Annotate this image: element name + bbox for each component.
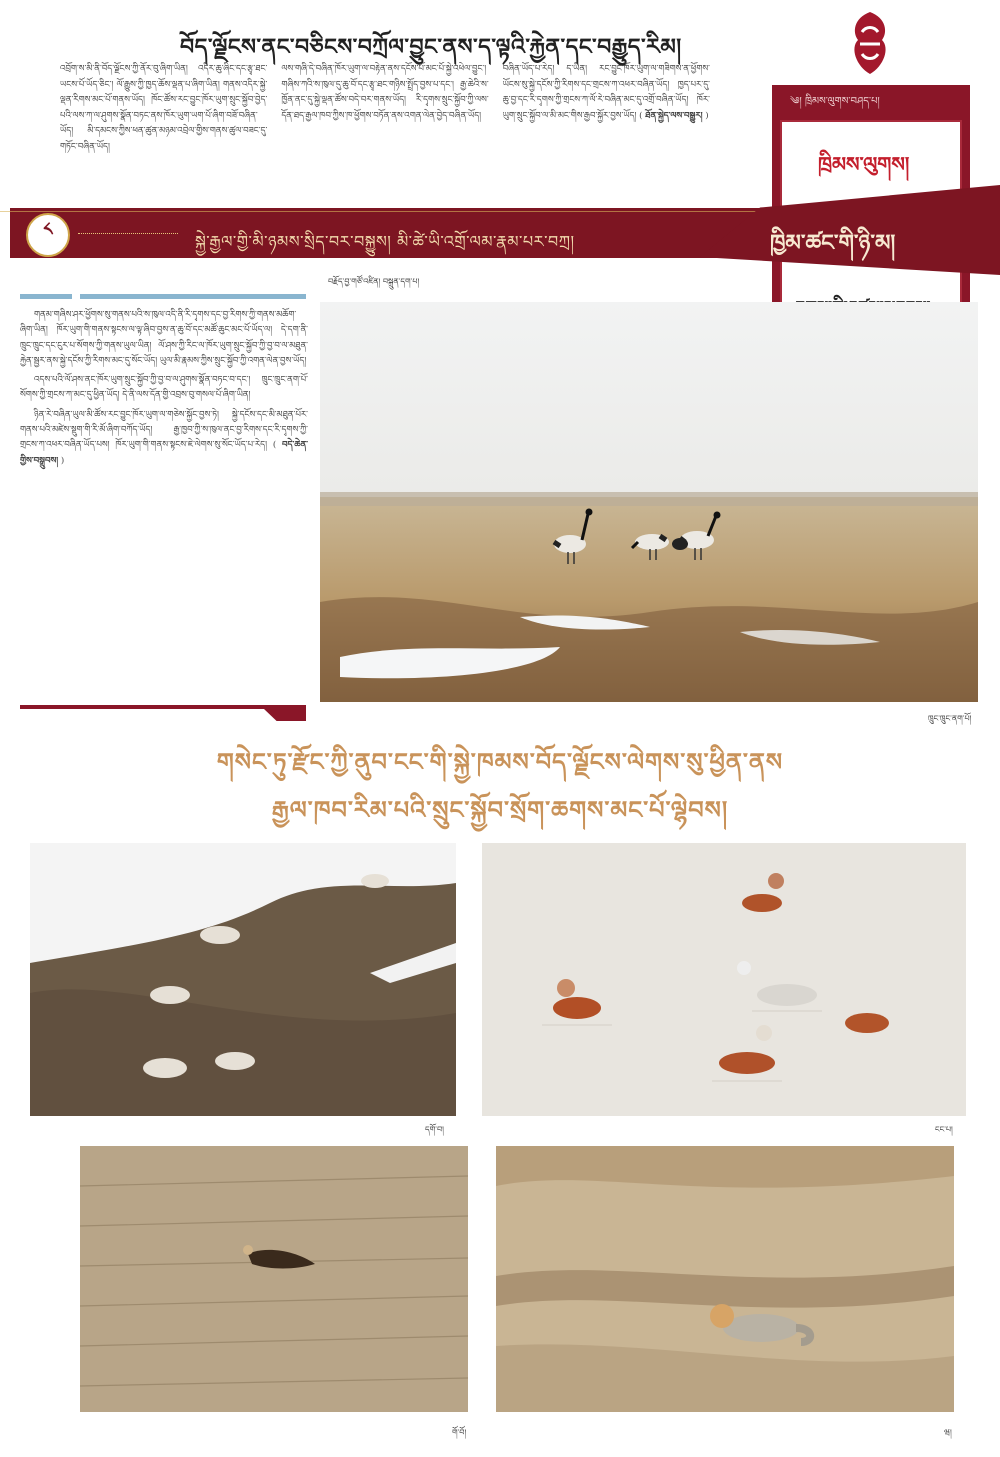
ducks-caption: ངང་པ། [935,1125,953,1134]
photo-vulture [80,1146,468,1412]
top-article-columns [60,62,710,197]
top-article-col-3-text: བཞིན་ཡོད་པ་རེད། ད་ཡིན། རང་བྱུང་ཁོར་ཡུག་ལ་གཟིགས་ན་ཕྱོགས་ཡོངས་སུ་སྐྱེ་དངོས་ཀྱི་རིགས་དང་གྲངས་ཀ་འཕར་བཞིན་ཡོད། ཁྱད་པར་དུ་ཆུ་བྱ་དང་རི་དྭགས་ཀྱི་གྲངས་ཀ་ལོ་རེ་བཞིན་མང་དུ་འགྲོ་བཞིན་ཡོད། ཁོར་ཡུག་སྲུང་སྐྱོབ་ལ་མི་མང་གིས་རྒྱབ་སྐྱོར་བྱས་ཡོད། [502,64,710,121]
photo-ducks [482,843,966,1116]
main-photo-cranes [320,302,978,702]
duck-3 [845,1013,889,1033]
duck-4 [719,1052,775,1074]
feature-headline-line1: གསེང་ཏུ་རྫོང་ཀྱི་ནུབ་ངང་གི་སྐྱེ་ཁམས་བོད་ལྗོངས་ལེགས་སུ་ཕྱིན་ནས [216,747,784,776]
vulture-caption: གོ་བོ། [452,1428,467,1437]
antelope-4 [215,1052,255,1070]
top-article-source: ཐོན་སྐྱེད་ལས་བསྒྱུར། [645,110,703,121]
antelope-caption: དགོ་བ། [425,1125,444,1134]
page-number-badge: ༨ [26,213,70,257]
antelope-3 [143,1058,187,1078]
top-article-col-1: འབྲོག་ས་མི་ནི་བོད་ལྗོངས་ཀྱི་ནོར་བུ་ཞིག་ཡིན། འདིར་ཆུ་ཞིང་དང་རྩྭ་ཐང་ཡངས་པོ་ཡོད་ཅིང་། ལོ་རྒྱུས་ཀྱི་ཁྱད་ཆོས་ལྡན་པ་ཞིག་ཡིན། གནས་འདིར་སྐྱེ་ལྡན་རིགས་མང་པོ་གནས་ཡོད། ཁོང་ཚོས་རང་བྱུང་ཁོར་ཡུག་སྲུང་སྐྱོབ་བྱེད་པའི་ལས་ཀ་ལ་ཤུགས་སྣོན་བཏང་ནས་ཁོར་ཡུག་ཡག་པོ་ཞིག་བཟོ་བཞིན་ཡོད། མི་དམངས་ཀྱིས་ཕན་ཚུན་མཉམ་འབྲེལ་གྱིས་གནས་ཚུལ་བཟང་དུ་གཏོང་བཞིན་ཡོད། [60,64,268,152]
duck-1 [742,894,782,912]
fox-caption: ཝ། [944,1428,952,1437]
endless-knot-icon [846,10,894,78]
left-article-para-1: གནམ་གཞིས་ཤར་ཕྱོགས་སུ་གནས་པའི་ས་ཁུལ་འདི་ནི་རི་དྭགས་དང་བྱ་རིགས་ཀྱི་གནས་མཆོག་ཞིག་ཡིན། ཁོར་ཡུག་གི་གནས་སྟངས་ལ་ལྟ་ཞིབ་བྱས་ན་ཆུ་བོ་དང་མཚོ་ཆུང་མང་པོ་ཡོད་ལ། དེ་དག་ནི་ཁྲུང་ཁྲུང་དང་ངུར་པ་སོགས་ཀྱི་གནས་ཡུལ་ཡིན། ལོ་ཤས་ཀྱི་རིང་ལ་ཁོར་ཡུག་སྲུང་སྐྱོབ་ཀྱི་བྱ་བ་ལ་མཐུན་རྐྱེན་སྦྱར་ནས་སྐྱེ་དངོས་ཀྱི་རིགས་མང་དུ་སོང་ཡོད། ཡུལ་མི་རྣམས་ཀྱིས་སྲུང་སྐྱོབ་ཀྱི་འགན་ལེན་བྱས་ཡོད། [20,310,308,366]
left-article-para-3: ཉིན་རེ་བཞིན་ཡུལ་མི་ཚོས་རང་བྱུང་ཁོར་ཡུག་ལ་གཅེས་སྐྱོང་བྱས་ཏེ། སྐྱེ་དངོས་དང་མི་མཐུན་པོར་གནས་པའི་མཛེས་སྡུག་གི་རི་མོ་ཞིག་བཀོད་ཡོད། རྒྱ་ཁྱབ་ཀྱི་ས་ཁུལ་ནང་བྱ་རིགས་དང་རི་དྭགས་ཀྱི་གྲངས་ཀ་འཕར་བཞིན་ཡོད་པས། ཁོར་ཡུག་གི་གནས་སྟངས་ཇེ་ལེགས་སུ་སོང་ཡོད་པ་རེད། ( བདེ་ཆེན་གྱིས་བསྒྲུབས། ) [20,409,308,466]
photo-antelopes [30,843,456,1116]
goose [757,984,817,1006]
left-article-bottom-rule [20,705,306,709]
antelope-1 [200,926,240,944]
top-article-col-3: བཞིན་ཡོད་པ་རེད། ད་ཡིན། རང་བྱུང་ཁོར་ཡུག་ལ་གཟིགས་ན་ཕྱོགས་ཡོངས་སུ་སྐྱེ་དངོས་ཀྱི་རིགས་དང་གྲངས་ཀ་འཕར་བཞིན་ཡོད། ཁྱད་པར་དུ་ཆུ་བྱ་དང་རི་དྭགས་ཀྱི་གྲངས་ཀ་ལོ་རེ་བཞིན་མང་དུ་འགྲོ་བཞིན་ཡོད། ཁོར་ཡུག་སྲུང་སྐྱོབ་ལ་མི་མང་གིས་རྒྱབ་སྐྱོར་བྱས་ཡོད། ( ཐོན་སྐྱེད་ལས་བསྒྱུར། ) [502,64,710,121]
feature-headline-line2: རྒྱལ་ཁབ་རིམ་པའི་སྲུང་སྐྱོབ་སྲོག་ཆགས་མང་པོ་ལྷེབས། [271,795,729,824]
left-article [20,308,308,473]
main-photo-caption: ཁྲུང་ཁྲུང་ནག་པོ། [928,714,972,723]
left-article-bar-long [80,294,306,299]
band-slogan: སྐྱེ་རྒྱལ་གྱི་མི་ཉམས་སྲིད་བར་བསྐྱུས། མི་ཚེ་ཡི་འགྲོ་ལམ་རྣམ་པར་བཀྲ། [195,232,575,251]
left-article-bar [20,294,72,299]
left-article-para-2: འདས་པའི་ལོ་ཤས་ནང་ཁོར་ཡུག་སྲུང་སྐྱོབ་ཀྱི་བྱ་བ་ལ་ཤུགས་སྣོན་བཏང་བ་དང་། ཁྲུང་ཁྲུང་ནག་པོ་སོགས་ཀྱི་གྲངས་ཀ་མང་དུ་ཕྱིན་ཡོད། དེ་ནི་ལས་དོན་གྱི་འབྲས་བུ་གསལ་པོ་ཞིག་ཡིན། [20,375,308,401]
byline: བརྗོད་བྱ་གཙོ་འཛིན། བསྐྲུན་དག་པ། [328,277,420,286]
masthead-top-text: ༄། ཁྲིམས་ལུགས་བཤད་པ། [790,96,880,107]
band-divider [78,233,178,234]
antelope-5 [361,874,389,888]
left-article-para-3-text: ཉིན་རེ་བཞིན་ཡུལ་མི་ཚོས་རང་བྱུང་ཁོར་ཡུག་ལ་གཅེས་སྐྱོང་བྱས་ཏེ། སྐྱེ་དངོས་དང་མི་མཐུན་པོར་གནས་པའི་མཛེས་སྡུག་གི་རི་མོ་ཞིག་བཀོད་ཡོད། རྒྱ་ཁྱབ་ཀྱི་ས་ཁུལ་ནང་བྱ་རིགས་དང་རི་དྭགས་ཀྱི་གྲངས་ཀ་འཕར་བཞིན་ཡོད་པས། ཁོར་ཡུག་གི་གནས་སྟངས་ཇེ་ལེགས་སུ་སོང་ཡོད་པ་རེད། [20,409,308,451]
top-article-col-2: ལས་གཞི་དེ་བཞིན་ཁོར་ཡུག་ལ་བརྟེན་ནས་དངོས་པོ་མང་པོ་སྐྱེ་འཕེལ་བྱུང་། གཞིས་ཀའི་ས་ཁུལ་དུ་ཆུ་བོ་དང་རྩྭ་ཐང་གཉིས་སྤྲོད་བྱས་པ་དང་། རྒྱ་ཆེའི་ས་ཁྱོན་ནང་དུ་སྐྱེ་ལྡན་ཚོས་བདེ་བར་གནས་ཡོད། རི་དྭགས་སྲུང་སྐྱོབ་ཀྱི་ལས་དོན་ཐད་རྒྱལ་ཁབ་ཀྱིས་ཁ་ཕྱོགས་བཏོན་ནས་འགན་ལེན་བྱེད་བཞིན་ཡོད། [281,64,489,121]
left-article-bottom-tab [264,709,306,721]
duck-2 [553,997,601,1019]
antelope-2 [150,986,190,1004]
top-headline: བོད་ལྗོངས་ནང་བཅིངས་བཀྲོལ་བྱུང་ནས་ད་ལྟའི་རྐྱེན་དང་བརྒྱུད་རིམ། [180,34,682,60]
band-slant-title: ཁྱིམ་ཚང་གི་ཉི་མ། [770,230,896,256]
photo-fox [496,1146,954,1412]
left-article-source: བདེ་ཆེན་གྱིས་བསྒྲུབས། [20,440,308,466]
masthead-red-name: ཁྲིམས་ལུགས། [818,152,910,176]
